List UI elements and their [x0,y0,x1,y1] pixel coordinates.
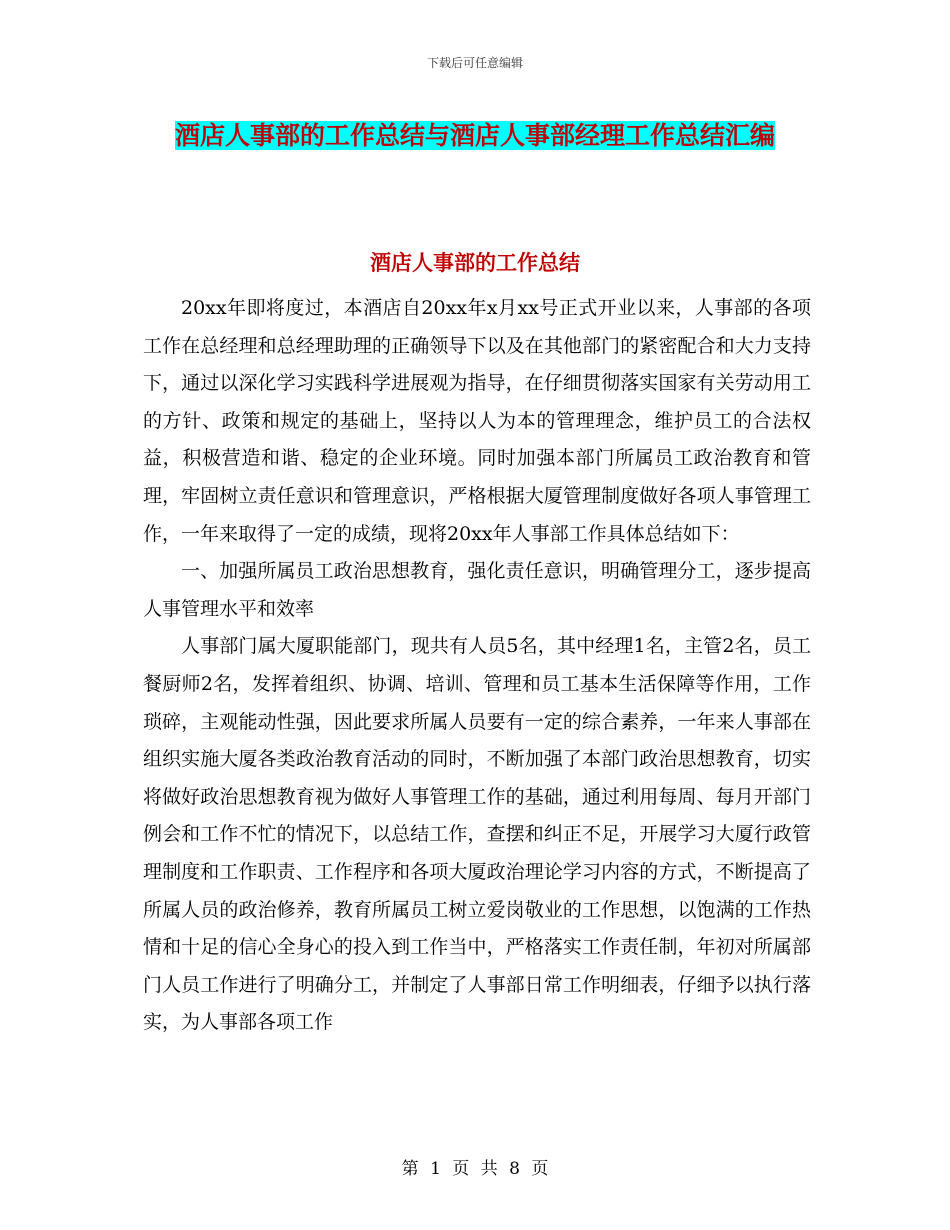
document-title-text: 酒店人事部的工作总结与酒店人事部经理工作总结汇编 [174,121,775,150]
paragraph: 20xx年即将度过，本酒店自20xx年x月xx号正式开业以来，人事部的各项工作在总经理和总经理助理的正确领导下以及在其他部门的紧密配合和大力支持下，通过以深化学习实践科学进展观为指导，在仔细贯彻落实国家有关劳动用工的方针、政策和规定的基础上，坚持以人为本的管理理念，维护员工的合法权益，积极营造和谐、稳定的企业环境。同时加强本部门所属员工政治教育和管理，牢固树立责任意识和管理意识，严格根据大厦管理制度做好各项人事管理工作，一年来取得了一定的成绩，现将20xx年人事部工作具体总结如下： [143,297,811,545]
page-footer: 第 1 页 共 8 页 [401,1159,549,1179]
body-text [143,290,811,1042]
paragraph: 一、加强所属员工政治思想教育，强化责任意识，明确管理分工，逐步提高人事管理水平和效率 [143,560,811,620]
document-title [140,112,810,160]
paragraph: 人事部门属大厦职能部门，现共有人员5名，其中经理1名，主管2名，员工餐厨师2名，发挥着组织、协调、培训、管理和员工基本生活保障等作用，工作琐碎，主观能动性强，因此要求所属人员要有一定的综合素养，一年来人事部在组织实施大厦各类政治教育活动的同时，不断加强了本部门政治思想教育，切实将做好政治思想教育视为做好人事管理工作的基础，通过利用每周、每月开部门例会和工作不忙的情况下，以总结工作，查摆和纠正不足，开展学习大厦行政管理制度和工作职责、工作程序和各项大厦政治理论学习内容的方式，不断提高了所属人员的政治修养，教育所属员工树立爱岗敬业的工作思想，以饱满的工作热情和十足的信心全身心的投入到工作当中，严格落实工作责任制，年初对所属部门人员工作进行了明确分工，并制定了人事部日常工作明细表，仔细予以执行落实，为人事部各项工作 [143,635,811,1034]
section-title: 酒店人事部的工作总结 [370,250,580,275]
header-note: 下载后可任意编辑 [426,56,523,70]
